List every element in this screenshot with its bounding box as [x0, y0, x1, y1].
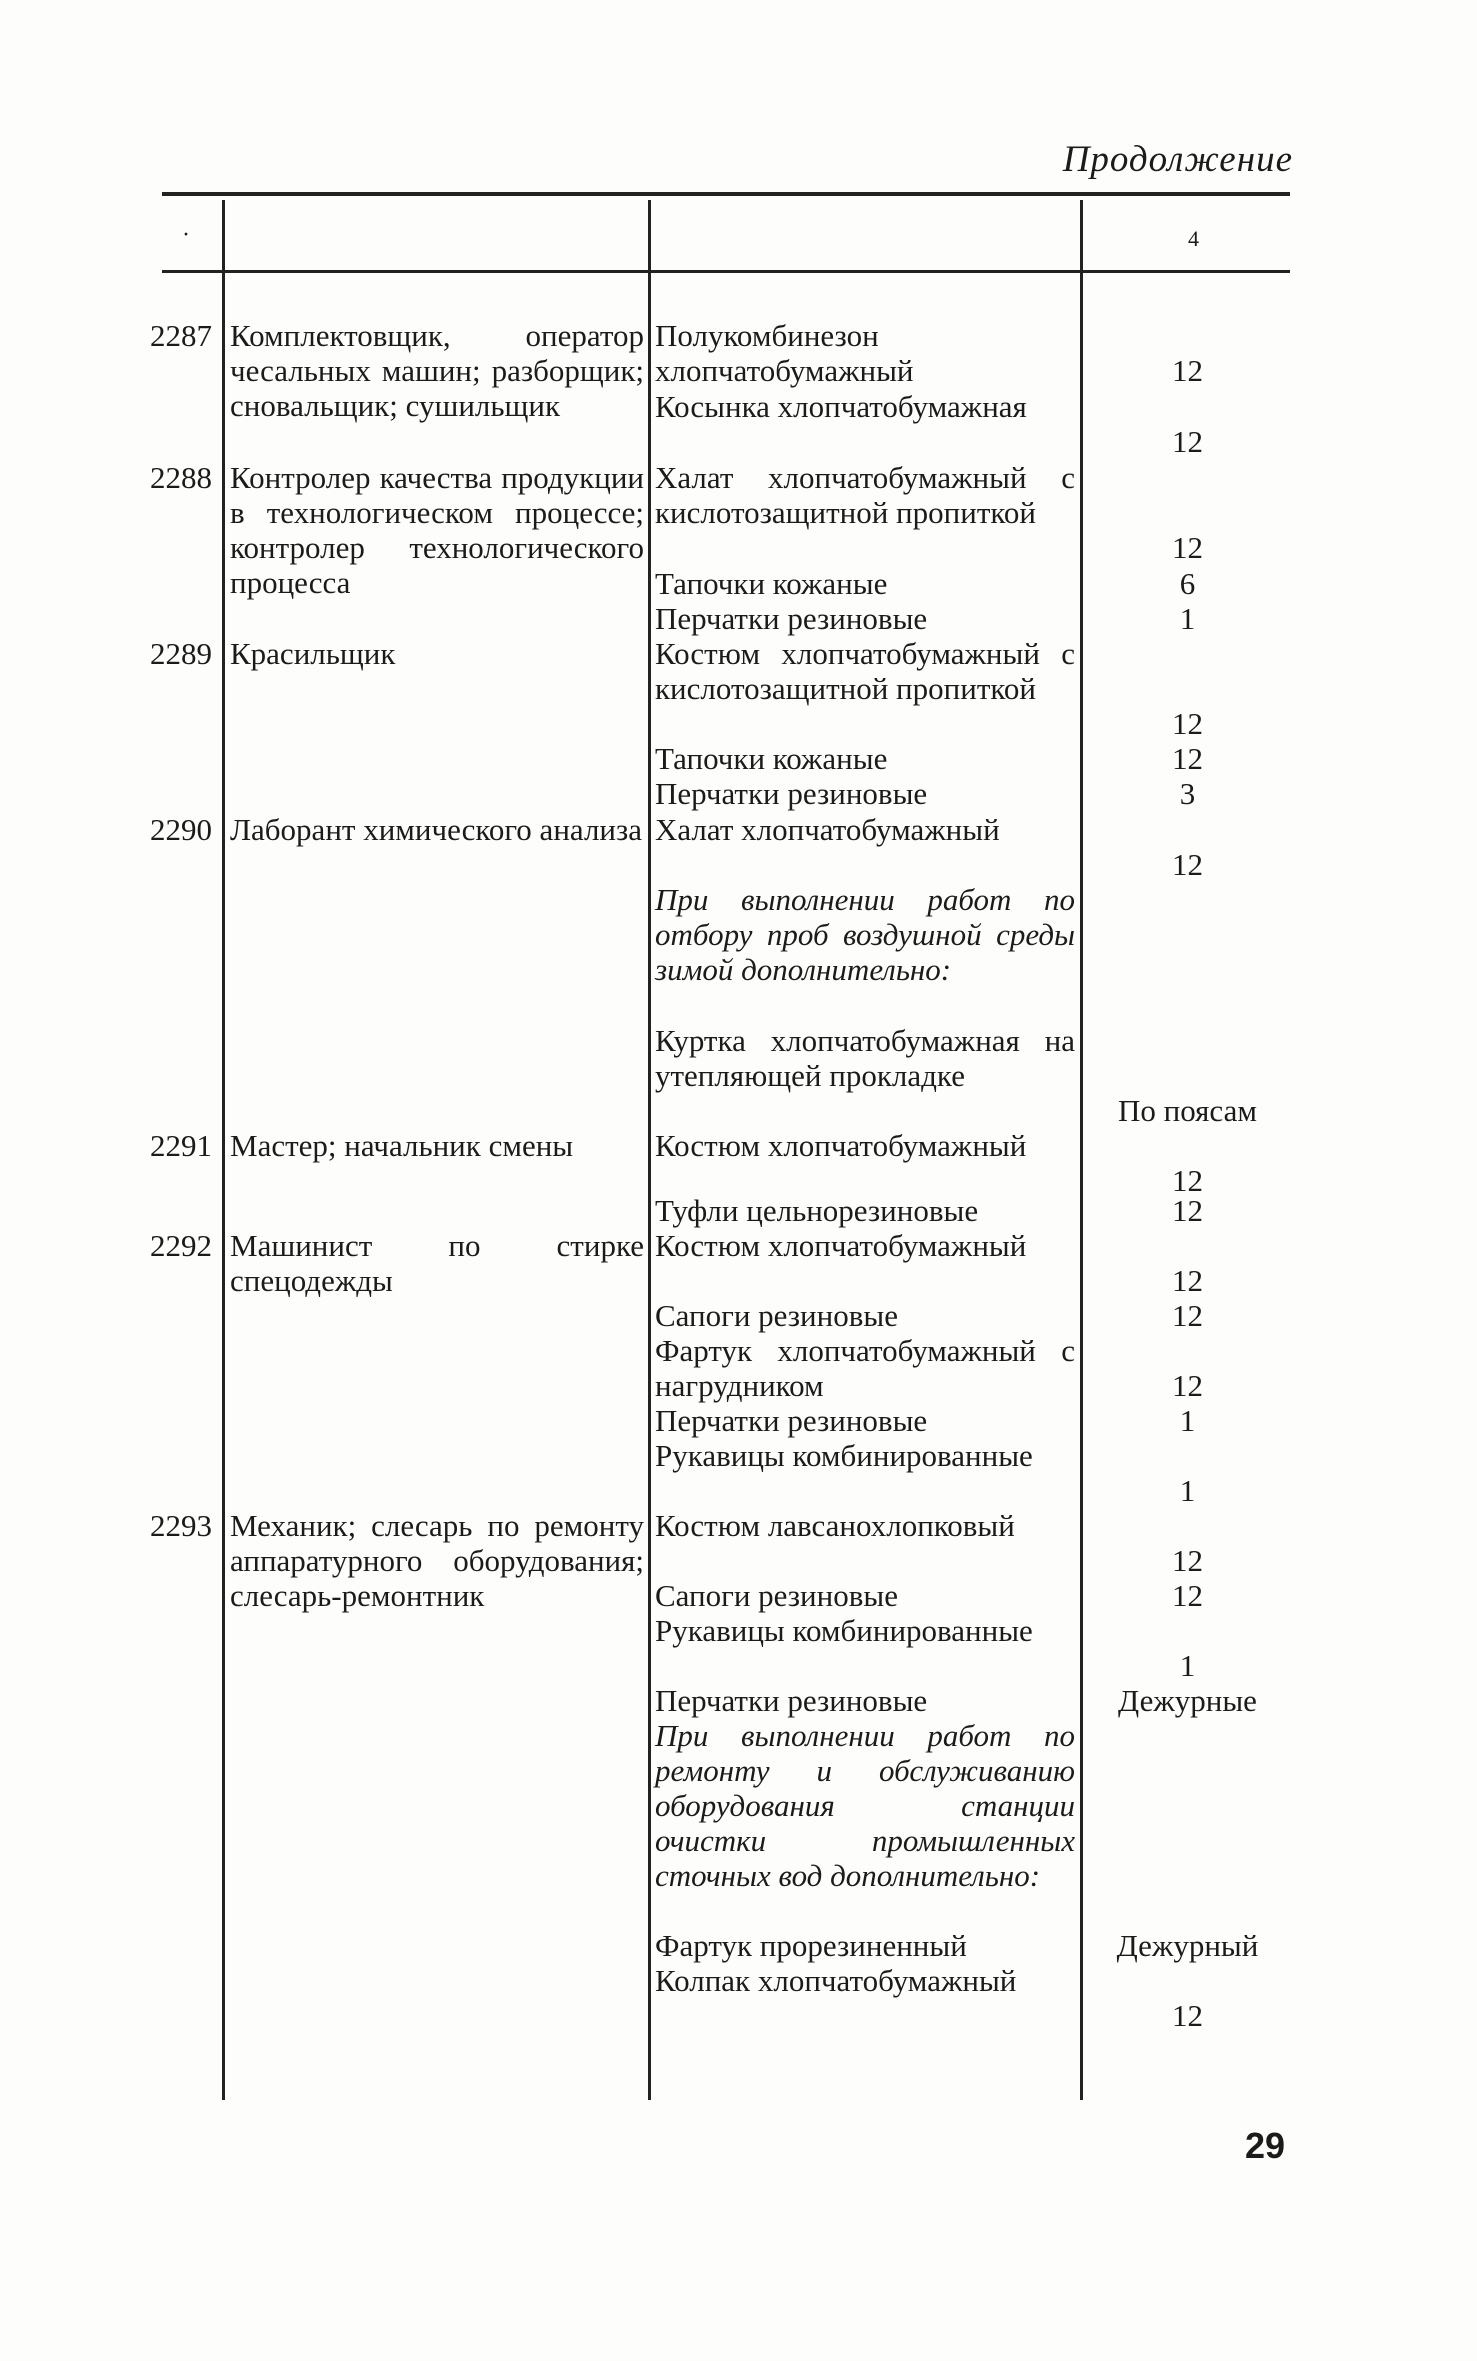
- header-col1: ·: [182, 222, 190, 248]
- column-divider-1: [222, 200, 225, 2100]
- item-name: Сапоги резиновые: [655, 1298, 898, 1333]
- item-qty: По поясам: [1118, 1093, 1257, 1128]
- item-qty: Дежурный: [1116, 1928, 1259, 1963]
- item-qty: 12: [1172, 1543, 1203, 1578]
- item-qty: 1: [1179, 1473, 1196, 1508]
- profession: Мастер; начальник смены: [230, 1128, 574, 1163]
- column-divider-2: [648, 200, 651, 2100]
- item-qty: 12: [1172, 741, 1203, 776]
- item-qty: 1: [1179, 1403, 1196, 1438]
- item-qty: 3: [1179, 776, 1196, 811]
- item-qty: 1: [1179, 1648, 1196, 1683]
- item-name: Фартук прорезиненный: [655, 1928, 967, 1963]
- item-name: Перчатки резиновые: [655, 1683, 928, 1718]
- item-name: Рукавицы комбинированные: [655, 1438, 1033, 1473]
- profession: Контролер качества продукции в технологическом процессе; контролер технологического процесса: [230, 460, 644, 600]
- continued-label: Продолжение: [1062, 139, 1293, 180]
- item-qty: 12: [1172, 847, 1203, 882]
- item-qty: 12: [1172, 530, 1203, 565]
- row-number: 2289: [150, 636, 212, 671]
- profession: Комплектовщик, оператор чесальных машин; разборщик; сновальщик; сушильщик: [230, 318, 644, 423]
- item-name: Костюм лавсанохлопковый: [655, 1508, 1015, 1543]
- page-number: 29: [1244, 2125, 1285, 2166]
- item-note: При выполнении работ по ремонту и обслуживанию оборудования станции очистки промышленных сточных вод дополнительно:: [655, 1718, 1075, 1893]
- item-qty: 12: [1172, 1998, 1203, 2033]
- item-name: Халат хлопчатобумажный: [655, 812, 1000, 847]
- row-number: 2293: [150, 1508, 212, 1543]
- item-qty: 12: [1172, 1368, 1203, 1403]
- row-number: 2292: [150, 1228, 212, 1263]
- item-qty: 12: [1172, 1298, 1203, 1333]
- item-name: Перчатки резиновые: [655, 1403, 928, 1438]
- item-qty: Дежурные: [1118, 1683, 1257, 1718]
- item-qty: 12: [1172, 353, 1203, 388]
- profession: Машинист по стирке спецодежды: [230, 1228, 644, 1298]
- row-number: 2291: [150, 1128, 212, 1163]
- item-name: Косынка хлопчатобумажная: [655, 389, 1027, 424]
- table-header-rule: [162, 270, 1290, 273]
- item-name: Фартук хлопчатобумажный с нагрудником: [655, 1333, 1075, 1403]
- item-name: Тапочки кожаные: [655, 566, 888, 601]
- item-note: При выполнении работ по отбору проб воздушной среды зимой дополнительно:: [655, 882, 1075, 987]
- item-qty: 1: [1179, 601, 1196, 636]
- row-number: 2290: [150, 812, 212, 847]
- table-top-rule: [162, 192, 1290, 196]
- item-name: Перчатки резиновые: [655, 776, 928, 811]
- column-divider-3: [1080, 200, 1083, 2100]
- item-name: Колпак хлопчатобумажный: [655, 1963, 1017, 1998]
- item-name: Перчатки резиновые: [655, 601, 928, 636]
- row-number: 2288: [150, 460, 212, 495]
- profession: Лаборант химического анализа: [230, 812, 643, 847]
- item-qty: 12: [1172, 1578, 1203, 1613]
- row-number: 2287: [150, 318, 212, 353]
- item-name: Костюм хлопчатобумажный с кислотозащитной пропиткой: [655, 636, 1075, 706]
- profession: Красильщик: [230, 636, 396, 671]
- item-name: Полукомбинезон хлопчатобумажный: [655, 318, 914, 388]
- item-name: Рукавицы комбинированные: [655, 1613, 1033, 1648]
- header-col4: 4: [1188, 226, 1199, 251]
- item-name: Костюм хлопчатобумажный: [655, 1128, 1027, 1163]
- item-qty: 12: [1172, 1193, 1203, 1228]
- item-name: Халат хлопчатобумажный с кислотозащитной пропиткой: [655, 460, 1075, 530]
- item-name: Тапочки кожаные: [655, 741, 888, 776]
- item-qty: 12: [1172, 1263, 1203, 1298]
- item-name: Сапоги резиновые: [655, 1578, 898, 1613]
- item-name: Туфли цельнорезиновые: [655, 1193, 979, 1228]
- item-qty: 12: [1172, 424, 1203, 459]
- item-name: Куртка хлопчатобумажная на утепляющей прокладке: [655, 1023, 1075, 1093]
- item-qty: 6: [1179, 566, 1196, 601]
- item-qty: 12: [1172, 1163, 1203, 1198]
- item-qty: 12: [1172, 706, 1203, 741]
- item-name: Костюм хлопчатобумажный: [655, 1228, 1027, 1263]
- profession: Механик; слесарь по ремонту аппаратурного оборудования; слесарь-ремонтник: [230, 1508, 644, 1613]
